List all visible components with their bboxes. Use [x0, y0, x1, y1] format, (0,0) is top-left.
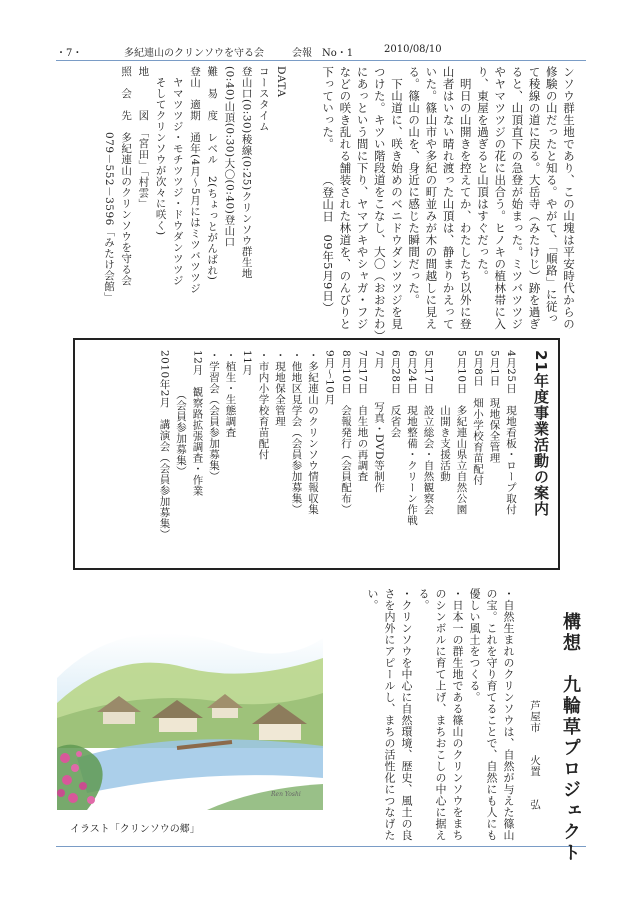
plan-item: ・他地区見学会（会員参加募集） — [290, 350, 303, 515]
footer-rule — [56, 846, 586, 847]
activity-plan-title — [532, 350, 549, 562]
data-line: ヤマツツジ・モチツツジ・ドウダンツツジ — [171, 66, 184, 286]
data-line: そしてクリンソウが次々に咲く) — [154, 66, 167, 236]
data-line: 079－552－3596「みたけ会館」 — [102, 66, 115, 303]
project-line: ・クリンソウを中心に自然環境、歴史、風土の良 — [400, 588, 413, 841]
plan-item: ・学習会（会員参加募集） — [208, 350, 220, 482]
data-line: (0:40)山頂(0:30)大〇(0:40)登山口 — [223, 66, 236, 248]
project-line: 優しい風土をつくる。 — [468, 588, 481, 703]
plan-item: 12月 観察路拡張調査・作業 — [191, 350, 204, 497]
plan-item: 6月24日 現地整備・クリーン作戦 — [406, 350, 418, 526]
data-heading: DATA — [275, 66, 287, 98]
project-line: る。 — [417, 588, 430, 611]
article-line: ると、山頂直下の急登が始まった。ミツバツツジ — [510, 66, 525, 330]
plan-item: 7月17日 自生地の再調査 — [356, 350, 369, 482]
article-line: にあっという間に下り、ヤマブキやシャガ・フジ — [355, 66, 370, 330]
illustration-caption: イラスト「クリンソウの郷」 — [70, 824, 200, 835]
project-line: ・日本一の群生地である篠山のクリンソウをまち — [451, 588, 464, 841]
article-line: て稜線の道に戻る。大岳寺（みたけじ）跡を過ぎ — [527, 66, 542, 330]
plan-item: ・植生・生態調査 — [224, 350, 237, 438]
article-body — [319, 66, 577, 342]
project-line: さを内外にアピールし、まちの活性化につなげた — [383, 588, 396, 841]
plan-item: 11月 — [241, 350, 253, 376]
organization-name: 多紀連山のクリンソウを守る会 — [124, 48, 264, 59]
article-line: 下山道に、咲き始めのベニドウダンツツジを見 — [389, 66, 404, 330]
article-line: などの咲き乱れる舗装された林道を、のんびりと — [338, 66, 353, 330]
article-line: つけた。キツい階段道をこなし、大〇（おおたわ） — [372, 66, 387, 342]
issue-number: No・1 — [322, 48, 354, 59]
plan-item: ・市内小学校育苗配付 — [257, 350, 270, 460]
plan-item: 4月25日 現地看板・ロープ取付 — [505, 350, 517, 515]
project-line: の宝。これを守り育てることで、自然にも人にも — [485, 588, 498, 841]
plan-item: 6月28日 反省会 — [389, 350, 402, 438]
project-title: 構想 九輪草プロジェクト — [560, 612, 581, 864]
article-line: る。篠山の山を、身近に感じた瞬間だった。 — [407, 66, 422, 306]
project-line: ・自然生まれのクリンソウは、自然が与えた篠山 — [502, 588, 515, 841]
plan-item: ・現地保全管理 — [274, 350, 286, 427]
plan-item: 8月10日 会報発行（会員配布） — [340, 350, 352, 515]
plan-item: （会員参加募集） — [175, 350, 187, 477]
plan-item: 5月8日 畑小学校育苗配付 — [472, 350, 484, 486]
plan-item: 5月1日 現地保全管理 — [488, 350, 501, 464]
data-line: コースタイム — [257, 66, 270, 132]
project-author: 芦屋市 火置 弘 — [529, 700, 541, 810]
article-line: いた。篠山市や多紀の町並みが木の間越しに見え — [424, 66, 439, 330]
article-line: 下っていった。 （登山日 09年5月9日） — [321, 66, 336, 314]
article-line: 山者はいない晴れ渡った山頂は、静まりかえって — [441, 66, 456, 330]
plan-item: ・多紀連山のクリンソウ情報収集 — [307, 350, 319, 515]
data-line: 難 易 度 レベル 2(ちょっとがんばれ) — [206, 66, 219, 281]
data-line: 登山口(0:30)稜線(0:25)クリンソウ群生地 — [240, 66, 253, 279]
activity-plan-year: 21 — [532, 350, 550, 373]
data-line: 照 会 先 多紀連山のクリンソウを守る会 — [120, 66, 133, 286]
article-line: り、東屋を過ぎると山頂はすぐだった。 — [475, 66, 490, 282]
header-rule — [56, 60, 586, 61]
plan-item: 5月17日 設立総会・自然観察会 — [422, 350, 435, 515]
article-line: ンソウ群生地であり、この山塊は平安時代からの — [562, 66, 576, 330]
project-line: のシンボルに育て上げ、まちおこしの中心に据え — [434, 588, 447, 841]
issue-date: 2010/08/10 — [384, 44, 442, 55]
village-illustration — [57, 608, 323, 810]
page-number: ・7・ — [56, 48, 83, 59]
project-line: い。 — [366, 588, 379, 611]
plan-item: 9月～10月 — [323, 350, 336, 405]
data-line: 地 図 「宮田」「村雲」 — [137, 66, 150, 210]
plan-item: 2010年2月 講演会（会員参加募集） — [158, 350, 171, 540]
plan-item: 5月10日 多紀連山県立自然公園 — [455, 350, 468, 515]
illustration-signature: Ren Yoshi — [271, 791, 301, 798]
data-section — [100, 66, 289, 332]
article-line: 明日の山開きを控えてか、わたしたち以外に登 — [458, 66, 473, 330]
data-line: 登山 適期 通年(4月～5月にはミツバツツジ — [188, 66, 201, 294]
activity-plan-title-text: 年度事業活動の案内 — [532, 372, 550, 517]
activity-plan-list — [156, 350, 519, 562]
article-line: やヤマツツジの花に出合う。ヒノキの植林帯に入 — [493, 66, 508, 330]
bulletin-label: 会報 — [292, 48, 312, 59]
plan-item: 7月 写真・DVD等制作 — [373, 350, 385, 493]
project-body — [364, 588, 517, 841]
plan-item: 山開き支援活動 — [439, 350, 451, 482]
article-line: 修験の山だったと知る。やがて、「順路」に従っ — [544, 66, 559, 325]
